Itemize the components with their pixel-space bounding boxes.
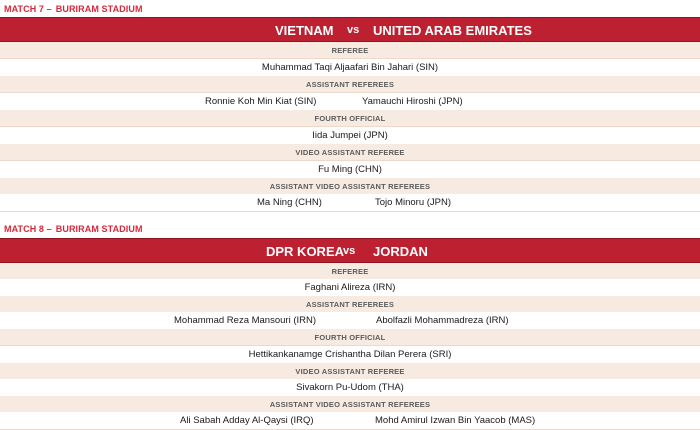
avar-label: ASSISTANT VIDEO ASSISTANT REFEREES	[0, 178, 700, 195]
fourth-official-name: Iida Jumpei (JPN)	[0, 127, 700, 145]
teams-bar	[0, 17, 700, 42]
match-venue: BURIRAM STADIUM	[55, 224, 143, 234]
versus-label: vs	[343, 245, 356, 257]
teams-bar	[0, 238, 700, 263]
avar-row	[0, 194, 700, 212]
away-team: UNITED ARAB EMIRATES	[373, 23, 532, 38]
referee-label: REFEREE	[0, 263, 700, 280]
assistant-referee-1: Ronnie Koh Min Kiat (SIN)	[205, 96, 317, 107]
home-team: DPR KOREA	[266, 244, 345, 259]
var-label: VIDEO ASSISTANT REFEREE	[0, 144, 700, 161]
assistant-referees-label: ASSISTANT REFEREES	[0, 296, 700, 313]
assistant-referees-row	[0, 93, 700, 111]
referee-label: REFEREE	[0, 42, 700, 59]
avar-label: ASSISTANT VIDEO ASSISTANT REFEREES	[0, 396, 700, 413]
var-name: Sivakorn Pu-Udom (THA)	[0, 379, 700, 397]
referee-name: Faghani Alireza (IRN)	[0, 279, 700, 297]
avar-2: Tojo Minoru (JPN)	[375, 197, 452, 208]
match-heading	[4, 224, 143, 234]
var-label: VIDEO ASSISTANT REFEREE	[0, 363, 700, 380]
avar-1: Ma Ning (CHN)	[257, 197, 322, 208]
fourth-official-label: FOURTH OFFICIAL	[0, 329, 700, 346]
avar-row	[0, 412, 700, 430]
match-venue: BURIRAM STADIUM	[55, 4, 143, 14]
var-name: Fu Ming (CHN)	[0, 161, 700, 179]
match-number: MATCH 8 –	[4, 224, 52, 234]
away-team: JORDAN	[373, 244, 428, 259]
assistant-referee-2: Yamauchi Hiroshi (JPN)	[362, 96, 463, 107]
avar-2: Mohd Amirul Izwan Bin Yaacob (MAS)	[375, 415, 536, 426]
match-number: MATCH 7 –	[4, 4, 52, 14]
match-heading	[4, 4, 143, 14]
referee-name: Muhammad Taqi Aljaafari Bin Jahari (SIN)	[0, 59, 700, 77]
home-team: VIETNAM	[275, 23, 334, 38]
versus-label: vs	[347, 24, 360, 36]
avar-1: Ali Sabah Adday Al-Qaysi (IRQ)	[180, 415, 314, 426]
assistant-referee-1: Mohammad Reza Mansouri (IRN)	[174, 315, 317, 326]
assistant-referee-2: Abolfazli Mohammadreza (IRN)	[376, 315, 509, 326]
fourth-official-name: Hettikankanamge Crishantha Dilan Perera (SRI)	[0, 346, 700, 364]
assistant-referees-row	[0, 312, 700, 330]
fourth-official-label: FOURTH OFFICIAL	[0, 110, 700, 127]
assistant-referees-label: ASSISTANT REFEREES	[0, 76, 700, 93]
